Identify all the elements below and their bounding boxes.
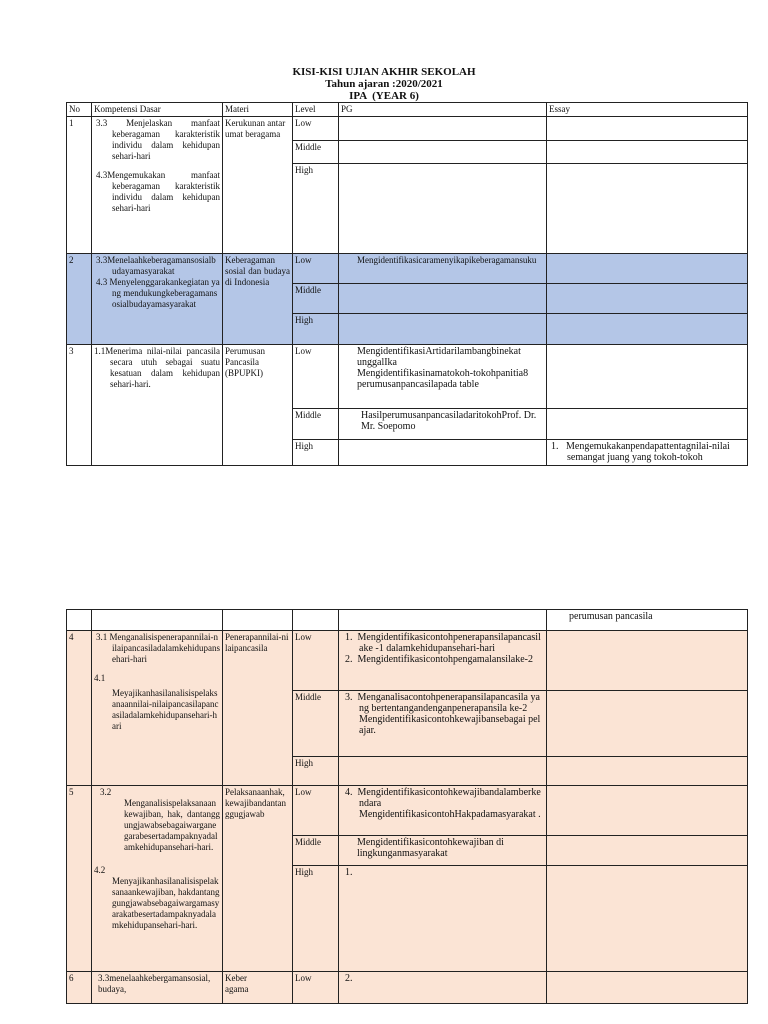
grid-table-top [66, 102, 748, 466]
level-middle: Middle [293, 836, 339, 866]
level-high: High [293, 757, 339, 786]
essay-cell [547, 254, 748, 284]
level-middle: Middle [293, 141, 339, 164]
materi-cell: Perumusan Pancasila (BPUPKI) [223, 345, 293, 466]
pg-cell: 1. [339, 866, 547, 972]
essay-cell [547, 164, 748, 254]
level-middle: Middle [293, 691, 339, 757]
table-row [67, 786, 748, 836]
pg-item [341, 787, 544, 809]
pg-cell [339, 786, 547, 836]
essay-cell [547, 440, 748, 466]
pg-item-text: Mengidentifikasicontohpenerapansilapancasilake -1 dalamkehidupansehari-hari [357, 632, 541, 654]
table-row [67, 610, 748, 631]
level-high: High [293, 314, 339, 345]
pg-item: MengidentifikasicontohHakpadamasyarakat . [359, 809, 541, 820]
kompetensi-dasar-cell: 1.1Menerima nilai-nilai pancasila secara utuh sebagai suatu kesatuan dalam kehidupan sehari-hari. [92, 345, 223, 466]
pg-cell [339, 691, 547, 757]
pg-item: Mengidentifikasicontohkewajibansebagai pelajar. [359, 714, 541, 736]
kd-number: 4.2 [94, 865, 106, 875]
level-middle: Middle [293, 409, 339, 440]
kd-text: 4.3 Menyelenggarakankegiatan yang mendukungkeberagamansosialbudayamasyarakat [96, 277, 220, 309]
column-header-pg: PG [339, 103, 547, 117]
essay-item [549, 441, 745, 463]
table-header-row [67, 103, 748, 117]
document-title: KISI-KISI UJIAN AKHIR SEKOLAH [292, 66, 476, 78]
pg-cell [339, 141, 547, 164]
level-low: Low [293, 117, 339, 141]
row-number: 6 [67, 972, 92, 1004]
pg-item-text: Mengidentifikasicontohkewajibandalamberkendara [357, 787, 541, 809]
empty-cell [293, 610, 339, 631]
essay-cell [547, 836, 748, 866]
grid-table-bottom [66, 609, 748, 1004]
empty-cell [92, 610, 223, 631]
table-row [67, 345, 748, 409]
table-row [67, 631, 748, 691]
pg-item-text: Mengidentifikasicontohpengamalansilake-2 [357, 654, 534, 665]
essay-cell [547, 631, 748, 691]
level-high: High [293, 440, 339, 466]
materi-cell: Keberagaman sosial dan budaya di Indonesia [223, 254, 293, 345]
essay-cell [547, 314, 748, 345]
pg-cell [339, 345, 547, 409]
kd-number: 4.1 [94, 673, 106, 683]
level-low: Low [293, 631, 339, 691]
kompetensi-dasar-cell: 3.3menelaahkebergamansosial, budaya, [92, 972, 223, 1004]
pg-item [341, 632, 544, 654]
kompetensi-dasar-cell [92, 254, 223, 345]
kd-text: 3.3 Menjelaskan manfaat keberagaman karakteristik individu dalam kehidupan sehari-hari [96, 118, 220, 161]
column-header-no: No [67, 103, 92, 117]
pg-cell: 2. [339, 972, 547, 1004]
row-number: 1 [67, 117, 92, 254]
kompetensi-dasar-cell [92, 117, 223, 254]
kd-text: Menganalisispelaksanaankewajiban, hak, dantanggungjawabsebagaiwarganegarabesertadampaknyadalamkehidupansehari-hari. [124, 798, 220, 852]
column-header-essay: Essay [547, 103, 748, 117]
pg-item-number: 3. [345, 692, 353, 703]
level-low: Low [293, 345, 339, 409]
column-header-materi: Materi [223, 103, 293, 117]
kd-text: 4.3Mengemukakan manfaat keberagaman karakteristik individu dalam kehidupan sehari-hari [96, 170, 220, 213]
essay-cell [547, 866, 748, 972]
essay-cell [547, 409, 748, 440]
kd-text: Menyajikanhasilanalisispelaksanaankewajiban, hakdantanggungjawabsebagaiwargamasyarakatbesertadampaknyadalamkehidupansehari-hari. [112, 876, 220, 930]
essay-cell: perumusan pancasila [547, 610, 748, 631]
pg-cell: HasilperumusanpancasiladaritokohProf. Dr. Mr. Soepomo [339, 409, 547, 440]
level-high: High [293, 866, 339, 972]
kompetensi-dasar-cell [92, 631, 223, 786]
essay-cell [547, 972, 748, 1004]
table-row [67, 972, 748, 1004]
column-header-level: Level [293, 103, 339, 117]
kd-text: 3.1 Menganalisispenerapannilai-nilaipancasiladalamkehidupansehari-hari [96, 632, 220, 664]
materi-text: Keber agama [225, 973, 249, 994]
kd-text: 3.3Menelaahkeberagamansosialbudayamasyarakat [96, 255, 216, 276]
row-number: 3 [67, 345, 92, 466]
empty-cell [339, 610, 547, 631]
empty-cell [223, 610, 293, 631]
level-middle: Middle [293, 284, 339, 314]
materi-cell: Kerukunan antar umat beragama [223, 117, 293, 254]
essay-item-text: Mengemukakanpendapattentagnilai-nilai semangat juang yang tokoh-tokoh [566, 441, 730, 463]
row-number: 5 [67, 786, 92, 972]
pg-item-text: Menganalisacontohpenerapansilapancasila yang bertentangandenganpenerapansila ke-2 [357, 692, 540, 714]
kompetensi-dasar-cell [92, 786, 223, 972]
pg-cell: Mengidentifikasicaramenyikapikeberagamansuku [339, 254, 547, 284]
pg-item-number: 2. [345, 654, 353, 665]
row-number: 4 [67, 631, 92, 786]
materi-cell: Pelaksanaanhak, kewajibandantanggugjawab [223, 786, 293, 972]
pg-item-number: 1. [345, 632, 353, 643]
pg-item [341, 692, 544, 714]
kd-number: 3.2 [100, 787, 112, 797]
pg-item-number: 4. [345, 787, 353, 798]
level-low: Low [293, 254, 339, 284]
pg-item [341, 654, 544, 665]
subject-title: IPA (YEAR 6) [349, 90, 419, 102]
kd-text: Meyajikanhasilanalisispelaksanaannilai-nilaipancasilapancasiladalamkehidupansehari-hari [112, 688, 219, 731]
table-row [67, 254, 748, 284]
table-row [67, 117, 748, 141]
essay-cell [547, 691, 748, 757]
pg-cell [339, 440, 547, 466]
materi-cell: Penerapannilai-nilaipancasila [223, 631, 293, 786]
column-header-kd: Kompetensi Dasar [92, 103, 223, 117]
level-low: Low [293, 972, 339, 1004]
row-number: 2 [67, 254, 92, 345]
essay-cell [547, 345, 748, 409]
essay-item-number: 1. [551, 441, 559, 452]
pg-cell [339, 757, 547, 786]
essay-cell [547, 117, 748, 141]
pg-cell [339, 284, 547, 314]
academic-year: Tahun ajaran :2020/2021 [325, 78, 443, 90]
pg-item: MengidentifikasiArtidarilambangbinekat unggalIka [357, 346, 521, 368]
essay-cell [547, 284, 748, 314]
document-header [0, 66, 768, 102]
level-high: High [293, 164, 339, 254]
essay-cell [547, 757, 748, 786]
level-low: Low [293, 786, 339, 836]
essay-cell [547, 786, 748, 836]
pg-item: Mengidentifikasinamatokoh-tokohpanitia8 perumusanpancasilapada table [357, 368, 529, 390]
pg-cell [339, 117, 547, 141]
pg-cell [339, 631, 547, 691]
pg-cell [339, 164, 547, 254]
empty-cell [67, 610, 92, 631]
pg-cell: Mengidentifikasicontohkewajiban di lingkunganmasyarakat [339, 836, 547, 866]
materi-cell [223, 972, 293, 1004]
essay-cell [547, 141, 748, 164]
pg-cell [339, 314, 547, 345]
